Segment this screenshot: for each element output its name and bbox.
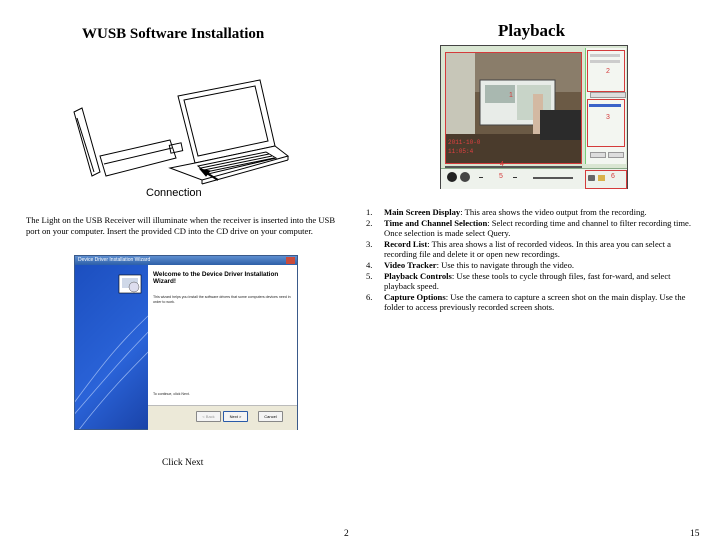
pause-button[interactable] [460, 172, 470, 182]
playback-software-screenshot [440, 45, 628, 189]
list-item-term: Playback Controls [384, 270, 452, 281]
list-item: 5. Playback Controls: Use these tools to cycle through files, fast for-ward, and select playback speed. [366, 270, 671, 292]
list-item: 4. Video Tracker: Use this to navigate through the video. [366, 259, 575, 270]
delete-file-button[interactable] [590, 152, 606, 158]
usb-laptop-illustration [70, 68, 292, 202]
list-item-text: : Use these tools to cycle through files, fast for-ward, and select playback speed. [384, 270, 671, 292]
installation-wizard-dialog [74, 255, 298, 430]
video-time-stamp: 11:05:4 [448, 148, 474, 155]
cancel-button[interactable]: Cancel [258, 411, 283, 422]
install-cd-icon [119, 275, 141, 293]
wizard-continue-text: To continue, click Next. [153, 392, 190, 396]
annotation-4: 4 [500, 161, 504, 168]
list-item-term: Time and Channel Selection [384, 217, 488, 228]
video-date-stamp: 2011-10-0 [448, 139, 481, 146]
playback-speed-slider[interactable] [533, 177, 573, 179]
usb-install-paragraph: The Light on the USB Receiver will illuminate when the receiver is inserted into the USB port on your computer. Insert the provided CD into the CD drive on your computer. [26, 215, 336, 236]
right-page-title: Playback [498, 21, 566, 40]
annotation-2: 2 [606, 68, 610, 75]
query-button[interactable] [590, 92, 626, 98]
list-item-term: Capture Options [384, 291, 446, 302]
left-page-title: WUSB Software Installation [82, 26, 265, 42]
end-time-field[interactable] [590, 60, 620, 63]
record-panel [585, 48, 626, 164]
list-item-term: Record List [384, 238, 428, 249]
list-item-text: : Use this to navigate through the video. [436, 259, 575, 270]
list-item: 1. Main Screen Display: This area shows the video output from the recording. [366, 207, 647, 217]
click-next-caption: Click Next [162, 458, 204, 468]
stop-button[interactable] [447, 172, 457, 182]
record-list-item[interactable] [589, 104, 621, 107]
annotation-3: 3 [606, 114, 610, 121]
previous-file-icon[interactable] [479, 177, 483, 178]
wizard-footer [148, 405, 297, 430]
playback-controls-bar [441, 161, 627, 189]
start-time-field[interactable] [590, 54, 620, 57]
wizard-heading: Welcome to the Device Driver Installation Wizard! [153, 271, 279, 286]
list-item-text: : Use the camera to capture a screen shot on the main display. Use the folder to access previously recorded screen shots. [384, 291, 686, 313]
list-item: 6. Capture Options: Use the camera to capture a screen shot on the main display. Use the folder to access previously recorded screen shots. [366, 291, 686, 313]
open-file-button[interactable] [608, 152, 624, 158]
video-tracker[interactable] [445, 166, 582, 168]
main-screen-display [445, 52, 582, 164]
list-item-text: : This area shows a list of recorded videos. In this area you can select a recording file and delete it or open new recordings. [384, 238, 671, 260]
back-button[interactable]: < Back [196, 411, 221, 422]
wizard-description: This wizard helps you install the software drivers that some computers devices need in order to work. [153, 295, 291, 304]
wizard-titlebar [75, 256, 297, 265]
annotation-box-1 [445, 52, 582, 164]
annotation-5: 5 [499, 173, 503, 180]
next-file-icon[interactable] [513, 177, 517, 178]
list-item-term: Main Screen Display [384, 207, 461, 217]
next-button[interactable]: Next > [223, 411, 248, 422]
list-item-term: Video Tracker [384, 259, 437, 270]
wizard-window-title: Device Driver Installation Wizard [78, 257, 151, 263]
camera-icon[interactable] [588, 175, 595, 181]
left-page-number: 2 [344, 529, 349, 539]
wizard-banner-art [75, 265, 148, 429]
wizard-side-banner [75, 265, 148, 429]
list-item: 3. Record List: This area shows a list of recorded videos. In this area you can select a recording file and delete it or open new recordings. [366, 238, 671, 260]
close-icon[interactable] [286, 257, 295, 264]
list-item: 2. Time and Channel Selection: Select recording time and channel to filter recording time. Once selection is made select Query. [366, 217, 692, 239]
annotation-1: 1 [509, 92, 513, 99]
right-page-number: 15 [690, 529, 700, 539]
list-item-text: : This area shows the video output from the recording. [460, 207, 647, 217]
usb-connection-drawing [70, 68, 292, 202]
wizard-body [148, 265, 297, 429]
folder-icon[interactable] [598, 175, 605, 181]
list-item-text: : Select recording time and channel to filter recording time. Once selection is made select Query. [384, 217, 692, 239]
annotation-6: 6 [611, 173, 615, 180]
playback-features-list [366, 207, 696, 313]
connection-label: Connection [146, 187, 202, 199]
